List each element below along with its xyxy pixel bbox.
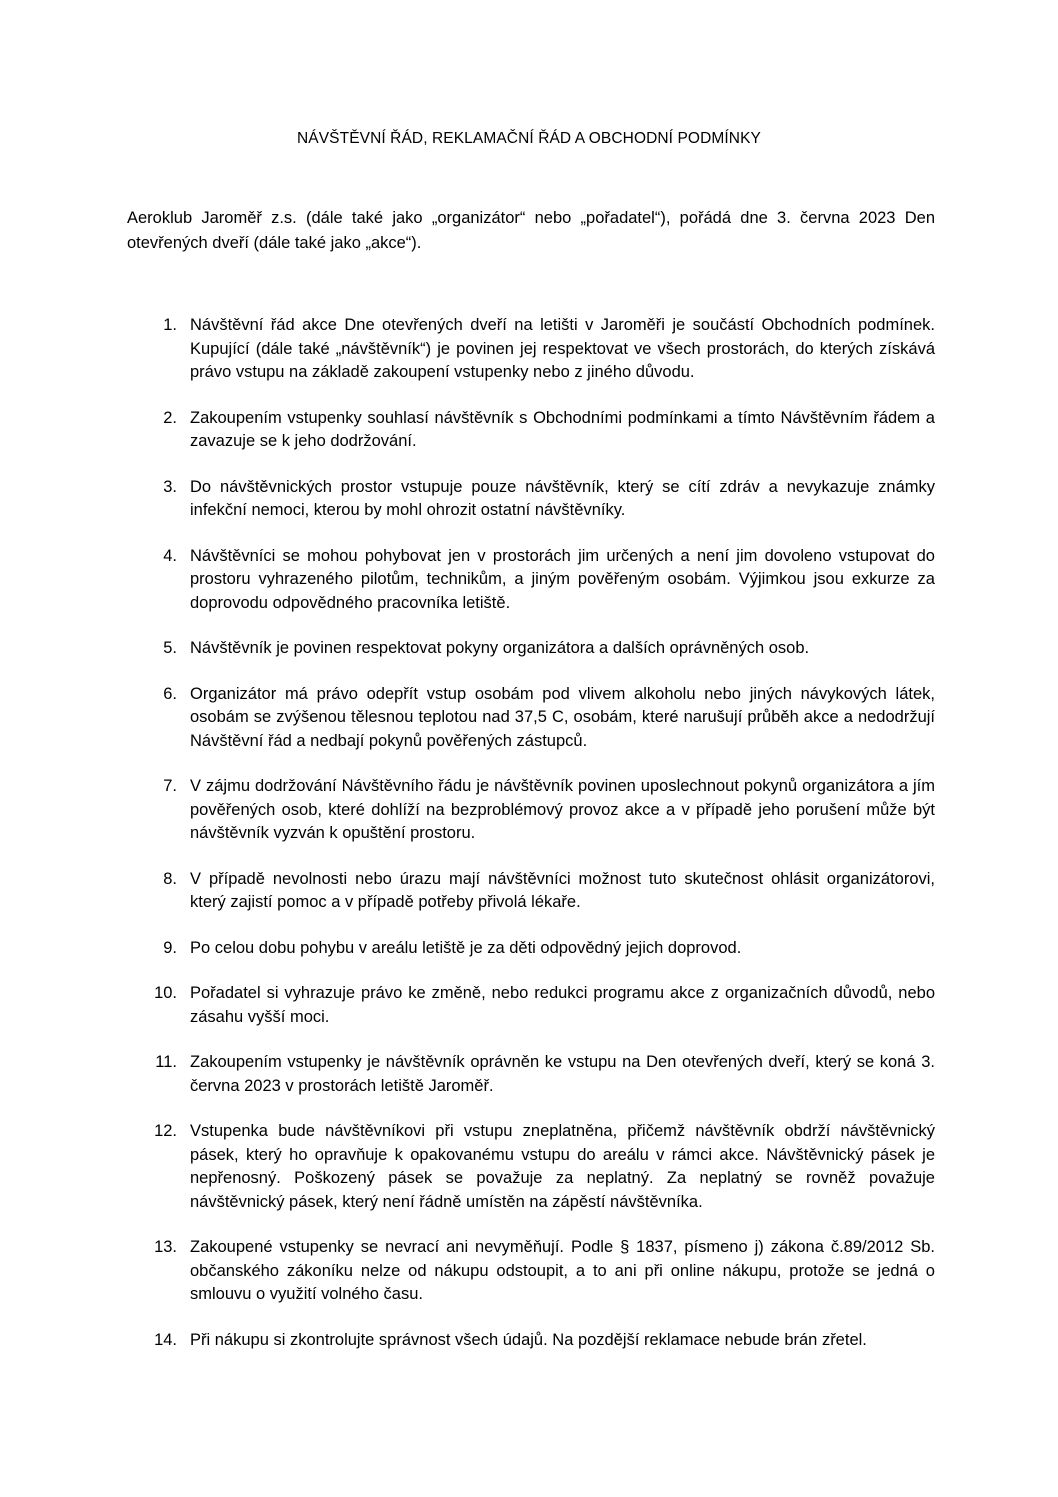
- rule-number: 2.: [163, 408, 177, 427]
- rule-number: 10.: [154, 984, 177, 1002]
- rule-item: [127, 637, 935, 661]
- rule-number: 1.: [163, 316, 177, 334]
- rule-item: [127, 868, 935, 915]
- rule-item: [127, 407, 935, 454]
- rule-item: [127, 1236, 935, 1307]
- rule-item: [127, 775, 935, 846]
- rule-text: Návštěvníci se mohou pohybovat jen v prostorách jim určených a není jim dovoleno vstupovat do prostoru vyhrazeného pilotům, technikům, a jiným pověřeným osobám. Výjimkou jsou exkurze za doprovodu odpovědného pracovníka letiště.: [190, 546, 935, 612]
- rule-text: Organizátor má právo odepřít vstup osobám pod vlivem alkoholu nebo jiných návykových látek, osobám se zvýšenou tělesnou teplotou nad 37,5 C, osobám, které narušují průběh akce a nedodržují Návštěvní řád a nedbají pokynů pověřených zástupců.: [190, 684, 935, 750]
- rule-item: [127, 1329, 935, 1353]
- rule-text: Zakoupením vstupenky souhlasí návštěvník s Obchodními podmínkami a tímto Návštěvním řádem a zavazuje se k jeho dodržování.: [190, 408, 935, 450]
- rule-number: 4.: [163, 546, 177, 565]
- rule-item: [127, 982, 935, 1029]
- rule-text: Návštěvník je povinen respektovat pokyny organizátora a dalších oprávněných osob.: [190, 639, 810, 657]
- rule-number: 14.: [154, 1330, 177, 1349]
- rule-text: Při nákupu si zkontrolujte správnost všech údajů. Na pozdější reklamace nebude brán zřetel.: [190, 1330, 867, 1349]
- rule-number: 8.: [163, 869, 177, 888]
- rule-text: Po celou dobu pohybu v areálu letiště je za děti odpovědný jejich doprovod.: [190, 938, 742, 957]
- rule-number: 13.: [154, 1238, 177, 1256]
- rules-list: [127, 314, 935, 1374]
- rule-text: Pořadatel si vyhrazuje právo ke změně, nebo redukci programu akce z organizačních důvodů, nebo zásahu vyšší moci.: [190, 984, 935, 1026]
- rule-text: Vstupenka bude návštěvníkovi při vstupu zneplatněna, přičemž návštěvník obdrží návštěvnický pásek, který ho opravňuje k opakovanému vstupu do areálu v rámci akce. Návštěvnický pásek je nepřenosný. Poškozený pásek se považuje za neplatný. Za neplatný se rovněž považuje návštěvnický pásek, který není řádně umístěn na zápěstí návštěvníka.: [190, 1122, 935, 1211]
- rule-text: Návštěvní řád akce Dne otevřených dveří na letišti v Jaroměři je součástí Obchodních podmínek. Kupující (dále také „návštěvník“) je povinen jej respektovat ve všech prostorách, do kterých získává právo vstupu na základě zakoupení vstupenky nebo z jiného důvodu.: [190, 316, 935, 381]
- rule-text: V zájmu dodržování Návštěvního řádu je návštěvník povinen uposlechnout pokynů organizátora a jím pověřených osob, které dohlíží na bezproblémový provoz akce a v případě jeho porušení může být návštěvník vyzván k opuštění prostoru.: [190, 777, 935, 842]
- rule-number: 6.: [163, 684, 177, 703]
- document-title: NÁVŠTĚVNÍ ŘÁD, REKLAMAČNÍ ŘÁD A OBCHODNÍ PODMÍNKY: [297, 130, 761, 147]
- rule-number: 5.: [163, 639, 177, 657]
- rule-number: 9.: [163, 938, 177, 957]
- rule-item: [127, 1120, 935, 1214]
- rule-number: 12.: [154, 1122, 177, 1140]
- rule-number: 3.: [163, 477, 177, 496]
- rule-item: [127, 545, 935, 616]
- rule-text: Do návštěvnických prostor vstupuje pouze návštěvník, který se cítí zdráv a nevykazuje známky infekční nemoci, kterou by mohl ohrozit ostatní návštěvníky.: [190, 477, 935, 519]
- rule-text: Zakoupením vstupenky je návštěvník oprávněn ke vstupu na Den otevřených dveří, který se koná 3. června 2023 v prostorách letiště Jaroměř.: [190, 1053, 935, 1095]
- rule-item: [127, 1051, 935, 1098]
- rule-item: [127, 314, 935, 385]
- rule-number: 11.: [155, 1053, 177, 1071]
- rule-item: [127, 937, 935, 961]
- rule-item: [127, 683, 935, 754]
- intro-paragraph: Aeroklub Jaroměř z.s. (dále také jako „organizátor“ nebo „pořadatel“), pořádá dne 3. června 2023 Den otevřených dveří (dále také jako „akce“).: [127, 209, 935, 252]
- rule-text: V případě nevolnosti nebo úrazu mají návštěvníci možnost tuto skutečnost ohlásit organizátorovi, který zajistí pomoc a v případě potřeby přivolá lékaře.: [190, 869, 935, 911]
- rule-item: [127, 476, 935, 523]
- rule-number: 7.: [163, 777, 177, 795]
- rule-text: Zakoupené vstupenky se nevrací ani nevyměňují. Podle § 1837, písmeno j) zákona č.89/2012 Sb. občanského zákoníku nelze od nákupu odstoupit, a to ani při online nákupu, protože se jedná o smlouvu o využití volného času.: [190, 1238, 935, 1303]
